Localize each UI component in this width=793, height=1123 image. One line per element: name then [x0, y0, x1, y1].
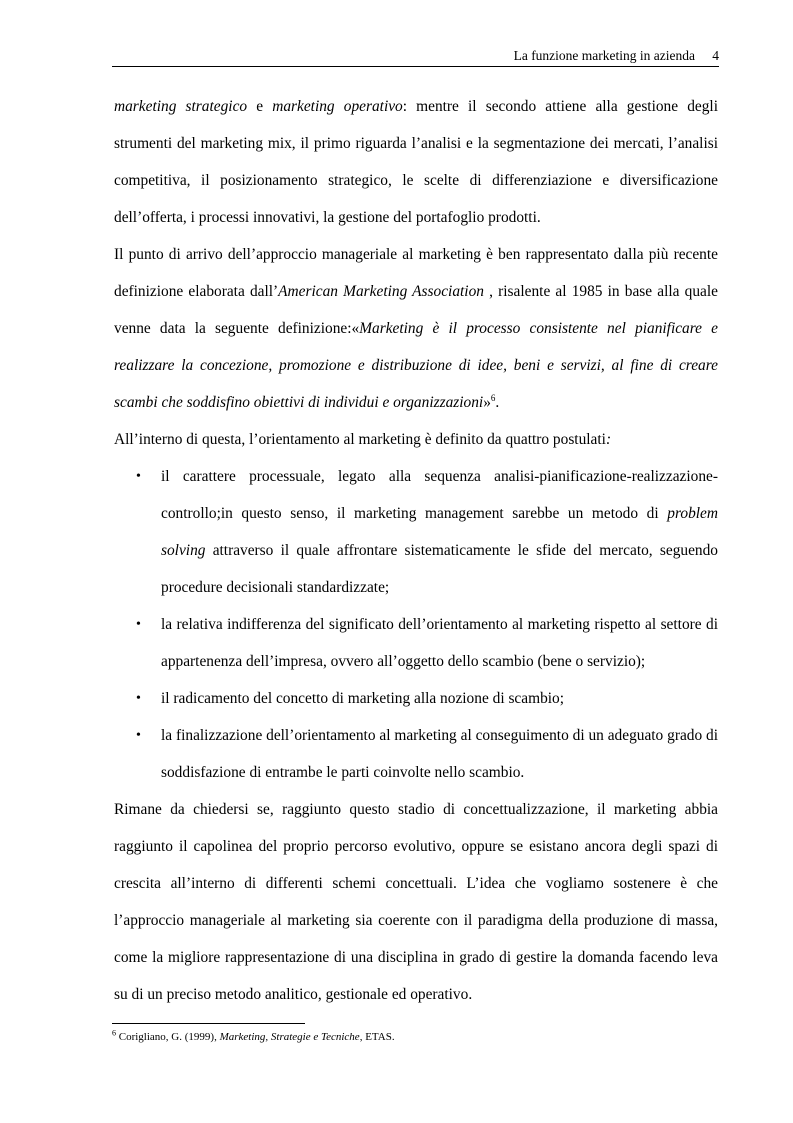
list-item	[114, 680, 718, 717]
bullet-icon: •	[136, 728, 141, 743]
body-text	[114, 88, 718, 1013]
list-item	[114, 458, 718, 606]
text-span: il carattere processuale, legato alla sequenza analisi-pianificazione-realizzazione-controllo;in questo senso, il marketing management sarebbe un metodo di	[161, 468, 718, 522]
list-item	[114, 717, 718, 791]
bullet-icon: •	[136, 469, 141, 484]
text-span: , risalente al 1985 in base alla quale venne data la seguente definizione:«	[114, 283, 718, 337]
footnote-divider	[112, 1023, 305, 1024]
text-span: la relativa indifferenza del significato dell’orientamento al marketing rispetto al settore di appartenenza dell’impresa, ovvero all’oggetto dello scambio (bene o servizio);	[161, 616, 718, 670]
text-span: »	[483, 394, 491, 411]
text-span: attraverso il quale affrontare sistematicamente le sfide del mercato, seguendo procedure decisionali standardizzate;	[161, 542, 718, 596]
term-problem-solving: problem solving	[161, 505, 718, 559]
term-operative: marketing operativo	[272, 98, 403, 115]
text-span: Il punto di arrivo dell’approccio manageriale al marketing è ben rappresentato dalla più recente definizione elaborata dall’	[114, 246, 718, 300]
postulates-list	[114, 458, 718, 791]
footnote-number: 6	[112, 1028, 116, 1038]
footnote	[112, 1030, 395, 1044]
definition-quote: Marketing è il processo consistente nel pianificare e realizzare la concezione, promozione e distribuzione di idee, beni e servizi, al fine di creare scambi che soddisfino obiettivi di individui e organizzazioni	[114, 320, 718, 411]
footnote-ref[interactable]: 6	[490, 392, 496, 403]
paragraph-1	[114, 88, 718, 236]
text-span: : mentre il secondo attiene alla gestione degli strumenti del marketing mix, il primo riguarda l’analisi e la segmentazione dei mercati, l’analisi competitiva, il posizionamento strategico, le scelte di differenziazione e diversificazione dell’offerta, i processi innovativi, la gestione del portafoglio prodotti.	[114, 98, 718, 226]
bullet-icon: •	[136, 691, 141, 706]
paragraph-2	[114, 236, 718, 421]
text-span: il radicamento del concetto di marketing alla nozione di scambio;	[161, 690, 565, 707]
text-span: .	[495, 394, 500, 411]
text-span: All’interno di questa, l’orientamento al marketing è definito da quattro postulati	[114, 431, 606, 448]
paragraph-3	[114, 421, 718, 458]
page-number: 4	[712, 48, 719, 63]
book-title: Marketing, Strategie e Tecniche	[219, 1031, 360, 1043]
text-span: Corigliano, G. (1999),	[116, 1031, 220, 1043]
colon: :	[605, 431, 612, 448]
bullet-icon: •	[136, 617, 141, 632]
header-title: La funzione marketing in azienda	[513, 48, 695, 63]
term-strategic: marketing strategico	[114, 98, 248, 115]
list-item	[114, 606, 718, 680]
text-span: , ETAS.	[359, 1031, 395, 1043]
paragraph-4: Rimane da chiedersi se, raggiunto questo stadio di concettualizzazione, il marketing abbia raggiunto il capolinea del proprio percorso evolutivo, oppure se esistano ancora degli spazi di crescita all’interno di differenti schemi concettuali. L’idea che vogliamo sostenere è che l’approccio manageriale al marketing sia coerente con il paradigma della produzione di massa, come la migliore rappresentazione di una disciplina in grado di gestire la domanda facendo leva su di un preciso metodo analitico, gestionale ed operativo.	[114, 801, 718, 1003]
running-header	[112, 46, 719, 67]
organization-name: American Marketing Association	[278, 283, 484, 300]
text-span: e	[247, 98, 273, 115]
text-span: la finalizzazione dell’orientamento al marketing al conseguimento di un adeguato grado di soddisfazione di entrambe le parti coinvolte nello scambio.	[161, 727, 718, 781]
